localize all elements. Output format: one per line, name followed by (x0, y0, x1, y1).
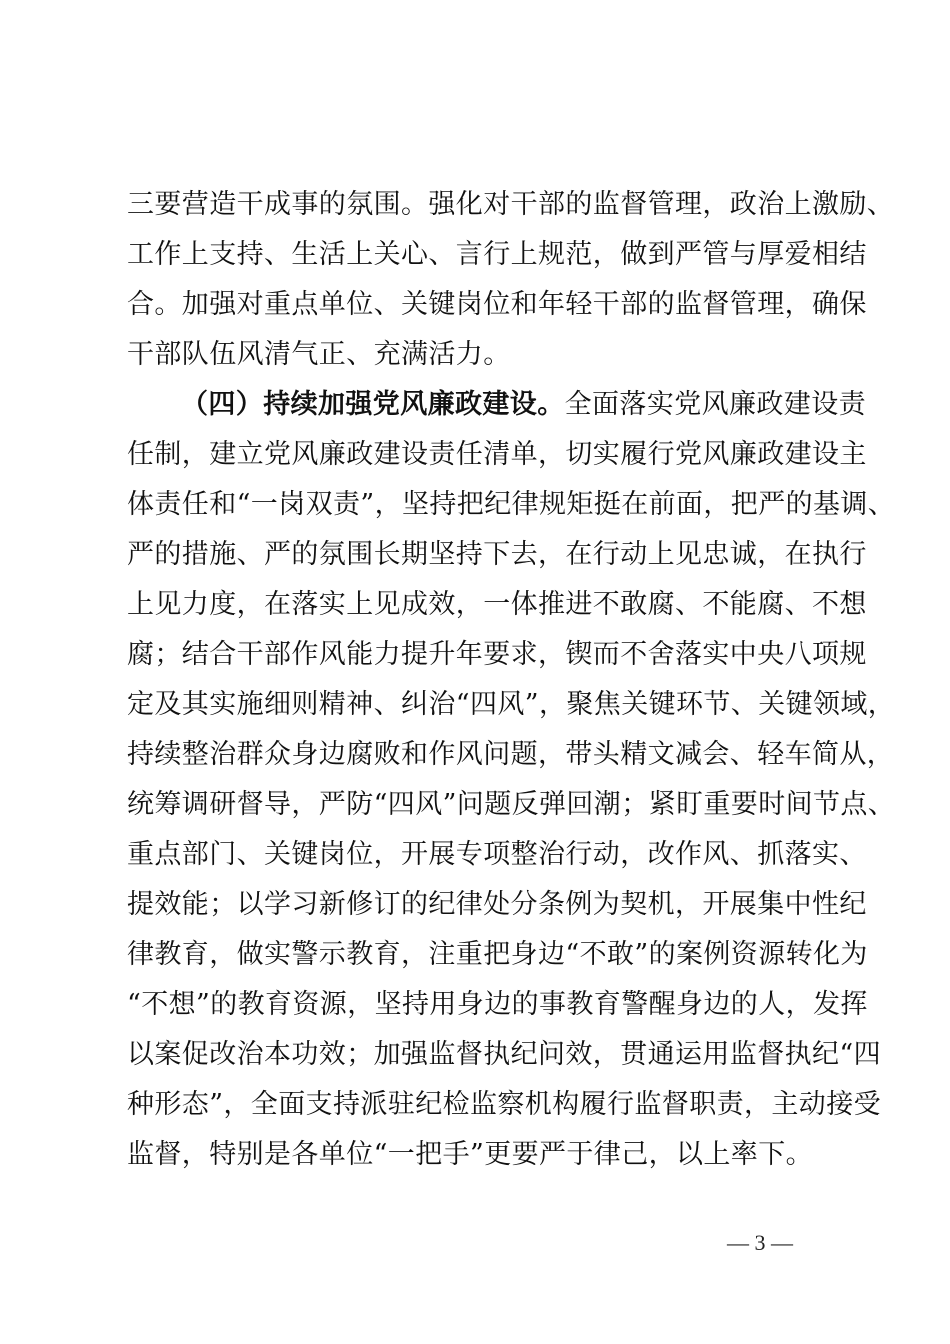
paragraph-2-line-8: 持续整治群众身边腐败和作风问题，带头精文减会、轻车简从， (127, 739, 895, 770)
paragraph-2-line-11: 提效能；以学习新修订的纪律处分条例为契机，开展集中性纪 (127, 889, 867, 920)
paragraph-1-line-1: 三要营造干成事的氛围。强化对干部的监督管理，政治上激励、 (127, 189, 895, 220)
paragraph-2-line-10: 重点部门、关键岗位，开展专项整治行动，改作风、抓落实、 (127, 839, 867, 870)
paragraph-2-line-16: 监督，特别是各单位“一把手”更要严于律己，以上率下。 (127, 1139, 814, 1170)
paragraph-2-line-2: 任制，建立党风廉政建设责任清单，切实履行党风廉政建设主 (127, 439, 867, 470)
paragraph-2-line-1 (181, 380, 867, 430)
paragraph-1-line-4: 干部队伍风清气正、充满活力。 (127, 339, 511, 370)
paragraph-2-line-3: 体责任和“一岗双责”，坚持把纪律规矩挺在前面，把严的基调、 (127, 489, 896, 520)
paragraph-1-line-3: 合。加强对重点单位、关键岗位和年轻干部的监督管理，确保 (127, 289, 867, 320)
paragraph-2-line-4: 严的措施、严的氛围长期坚持下去，在行动上见忠诚，在执行 (127, 539, 867, 570)
paragraph-2-line-14: 以案促改治本功效；加强监督执纪问效，贯通运用监督执纪“四 (127, 1039, 882, 1070)
paragraph-2-line-13: “不想”的教育资源，坚持用身边的事教育警醒身边的人，发挥 (127, 989, 868, 1020)
section-heading: （四）持续加强党风廉政建设。 (181, 389, 565, 420)
paragraph-2-line-5: 上见力度，在落实上见成效，一体推进不敢腐、不能腐、不想 (127, 589, 867, 620)
paragraph-2-line-9: 统筹调研督导，严防“四风”问题反弹回潮；紧盯重要时间节点、 (127, 789, 896, 820)
page-number: — 3 — (727, 1230, 793, 1255)
paragraph-2-line-1-text: 全面落实党风廉政建设责 (564, 389, 867, 420)
paragraph-2-line-12: 律教育，做实警示教育，注重把身边“不敢”的案例资源转化为 (127, 939, 868, 970)
paragraph-2-line-15: 种形态”，全面支持派驻纪检监察机构履行监督职责，主动接受 (127, 1089, 882, 1120)
paragraph-1-line-2: 工作上支持、生活上关心、言行上规范，做到严管与厚爱相结 (127, 239, 867, 270)
paragraph-2-line-6: 腐；结合干部作风能力提升年要求，锲而不舍落实中央八项规 (127, 639, 867, 670)
paragraph-2-line-7: 定及其实施细则精神、纠治“四风”，聚焦关键环节、关键领域， (127, 689, 896, 720)
